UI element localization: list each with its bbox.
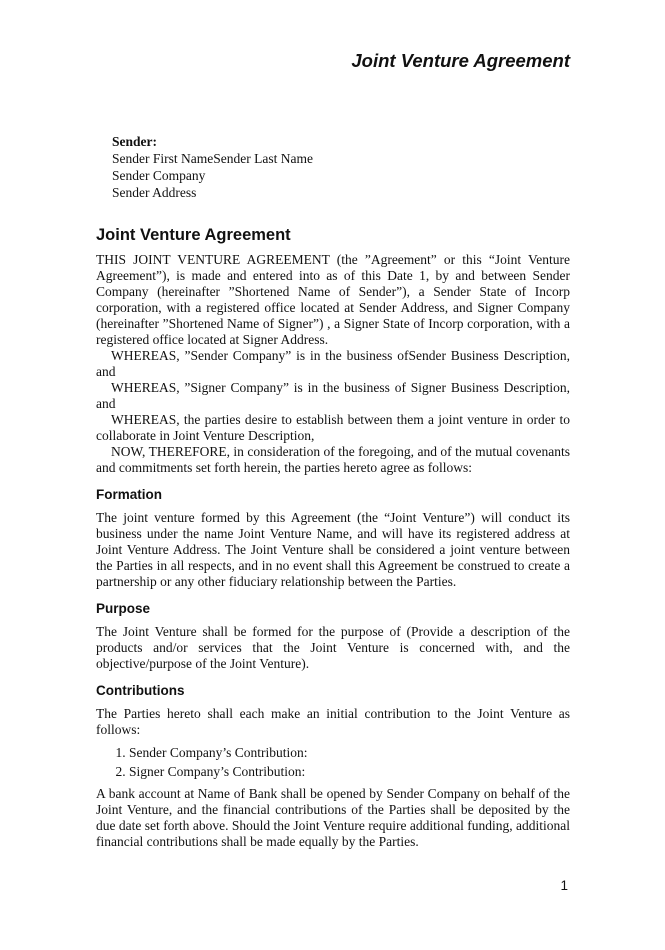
header-title: Joint Venture Agreement: [351, 50, 570, 71]
whereas-sender: WHEREAS, ”Sender Company” is in the business ofSender Business Description, and: [96, 348, 570, 379]
contributions-text: The Parties hereto shall each make an initial contribution to the Joint Venture as follows:: [96, 706, 570, 737]
purpose-heading: Purpose: [96, 601, 151, 616]
sender-name: Sender First NameSender Last Name: [112, 151, 313, 166]
agreement-body: [96, 224, 570, 850]
sender-label: Sender:: [112, 134, 157, 149]
formation-text: The joint venture formed by this Agreement (the “Joint Venture”) will conduct its business under the name Joint Venture Name, and will have its registered address at Joint Venture Address. The Joint Venture shall be considered a joint venture between the Parties in all respects, and in no event shall this Agreement be construed to create a partnership or any other fiduciary relationship between the Parties.: [96, 510, 570, 589]
agreement-heading: Joint Venture Agreement: [96, 226, 291, 244]
whereas-signer: WHEREAS, ”Signer Company” is in the business of Signer Business Description, and: [96, 380, 570, 411]
now-therefore: NOW, THEREFORE, in consideration of the foregoing, and of the mutual covenants and commitments set forth herein, the parties hereto agree as follows:: [96, 444, 570, 475]
intro-paragraph: THIS JOINT VENTURE AGREEMENT (the ”Agreement” or this “Joint Venture Agreement”), is made and entered into as of this Date 1, by and between Sender Company (hereinafter ”Shortened Name of Sender”), a Sender State of Incorp corporation, with a registered office located at Sender Address, and Signer Company (hereinafter ”Shortened Name of Signer”) , a Signer State of Incorp corporation, with a registered office located at Signer Address.: [96, 252, 570, 347]
contributions-list: [96, 743, 570, 781]
sender-company: Sender Company: [112, 168, 206, 183]
page-number: 1: [560, 878, 568, 893]
list-item: 2. Signer Company’s Contribution:: [129, 762, 570, 781]
purpose-text: The Joint Venture shall be formed for the purpose of (Provide a description of the products and/or services that the Joint Venture is concerned with, and the objective/purpose of the Joint Venture).: [96, 624, 570, 671]
list-item: 1. Sender Company’s Contribution:: [129, 743, 570, 762]
whereas-parties: WHEREAS, the parties desire to establish between them a joint venture in order to collaborate in Joint Venture Description,: [96, 412, 570, 443]
contributions-heading: Contributions: [96, 683, 185, 698]
sender-address: Sender Address: [112, 185, 197, 200]
formation-heading: Formation: [96, 487, 162, 502]
contributions-closing: A bank account at Name of Bank shall be opened by Sender Company on behalf of the Joint Venture, and the financial contributions of the Parties shall be deposited by the due date set forth above. Should the Joint Venture require additional funding, additional financial contributions shall be made equally by the Parties.: [96, 786, 570, 849]
sender-block: [112, 133, 313, 201]
